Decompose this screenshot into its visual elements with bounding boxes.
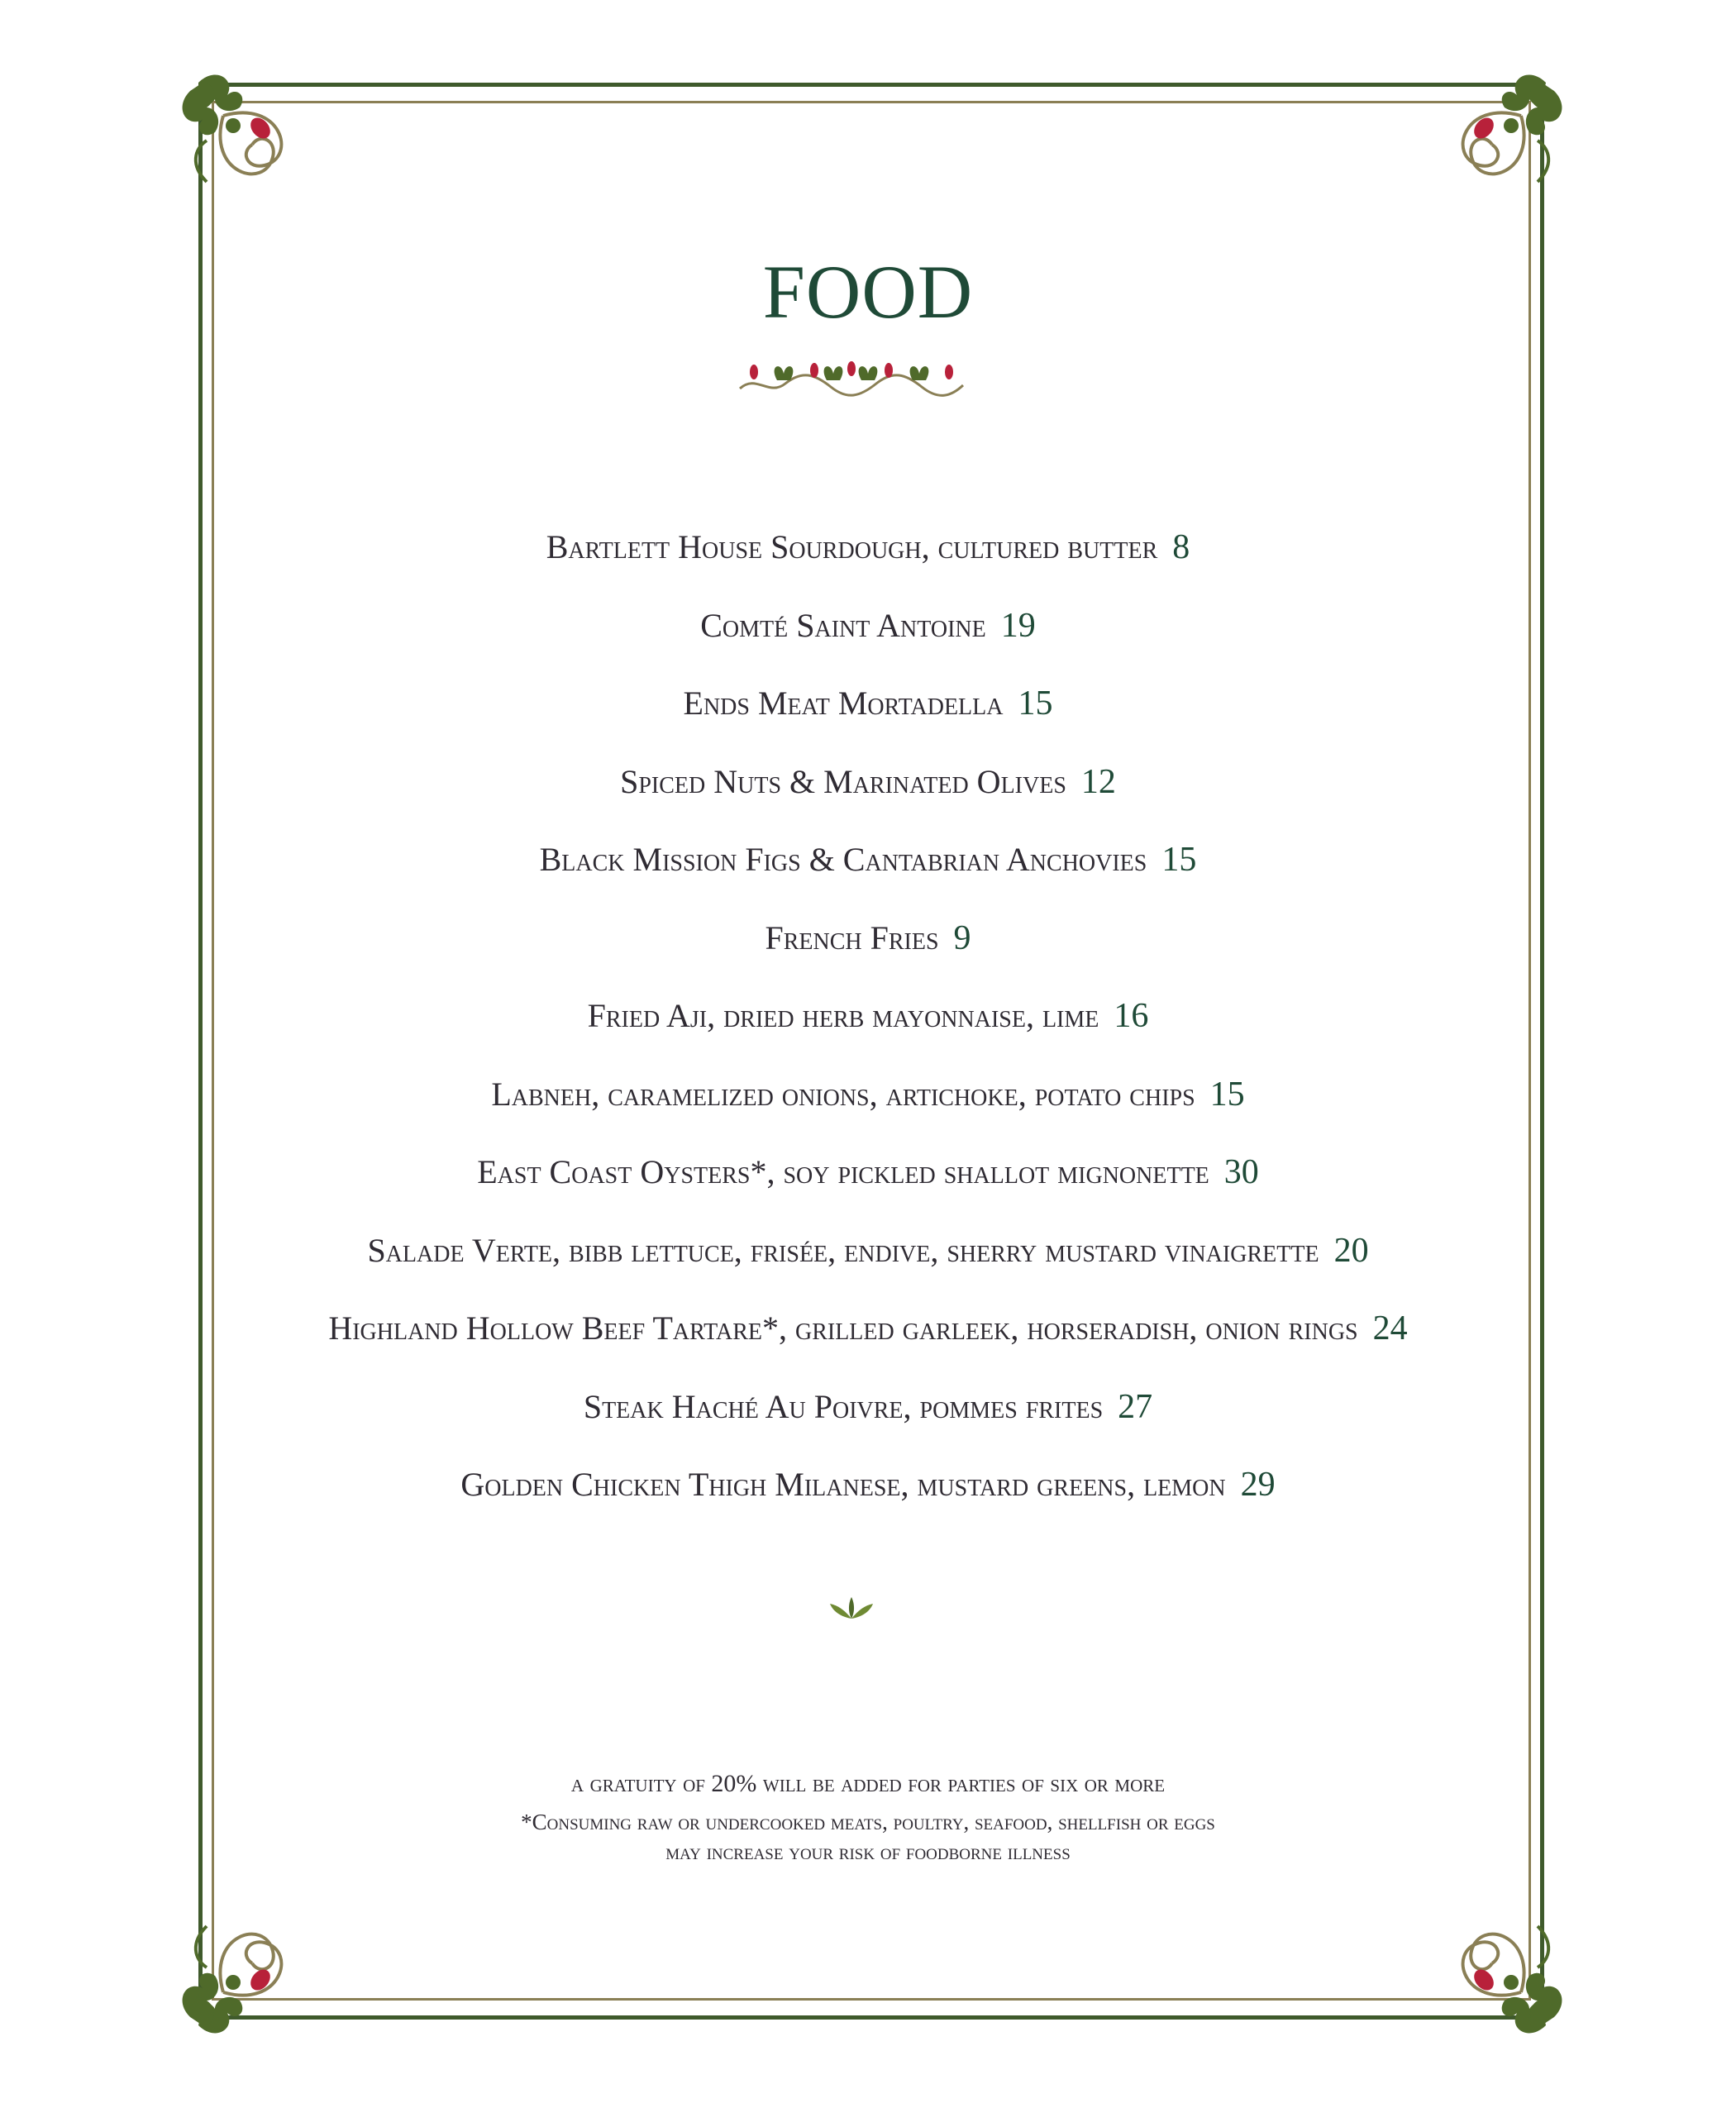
menu-item — [0, 521, 1736, 599]
raw-food-warning: *Consuming raw or undercooked meats, poultry, seafood, shellfish or eggs — [521, 1810, 1215, 1834]
item-description: , mustard greens, lemon — [900, 1466, 1226, 1503]
item-description: , dried herb mayonnaise, lime — [707, 997, 1099, 1034]
item-name: Salade Verte — [367, 1231, 553, 1269]
item-name: Golden Chicken Thigh Milanese — [460, 1466, 901, 1503]
item-name: Fried Aji — [587, 997, 708, 1034]
menu-item — [0, 1068, 1736, 1147]
item-price: 9 — [953, 918, 971, 957]
item-name: Black Mission Figs & Cantabrian Anchovies — [539, 841, 1147, 878]
item-price: 30 — [1223, 1153, 1259, 1191]
corner-flourish-icon — [157, 1860, 355, 2058]
item-price: 8 — [1172, 528, 1190, 566]
item-price: 15 — [1209, 1075, 1245, 1114]
menu-item — [0, 1381, 1736, 1459]
menu-item — [0, 677, 1736, 756]
item-price: 15 — [1161, 841, 1197, 879]
item-name: Comté Saint Antoine — [700, 606, 986, 644]
item-description: , grilled garleek, horseradish, onion rings — [778, 1309, 1358, 1347]
menu-item — [0, 990, 1736, 1068]
item-name: Ends Meat Mortadella — [683, 684, 1004, 722]
item-price: 15 — [1018, 684, 1053, 723]
item-name: Highland Hollow Beef Tartare* — [328, 1309, 779, 1347]
leaf-and-bud-border-icon — [736, 357, 967, 398]
item-name: French Fries — [765, 918, 939, 956]
item-description: , bibb lettuce, frisée, endive, sherry mustard vinaigrette — [552, 1231, 1319, 1269]
item-price: 29 — [1240, 1466, 1276, 1504]
item-name: Labneh — [491, 1075, 592, 1113]
menu-item — [0, 1146, 1736, 1224]
item-price: 19 — [1000, 606, 1036, 645]
item-description: , cultured butter — [921, 528, 1158, 565]
item-description: , pommes frites — [903, 1387, 1104, 1425]
raw-food-warning-continued: may increase your risk of foodborne illness — [665, 1839, 1071, 1864]
leaf-sprig-icon — [827, 1594, 876, 1624]
gratuity-note: a gratuity of 20% will be added for parties of six or more — [570, 1770, 1166, 1797]
item-description: , soy pickled shallot mignonette — [766, 1153, 1209, 1190]
item-price: 16 — [1114, 997, 1149, 1035]
food-menu-list — [0, 521, 1736, 1537]
menu-footnotes — [0, 1767, 1736, 1867]
item-description: , caramelized onions, artichoke, potato chips — [591, 1075, 1195, 1113]
item-price: 12 — [1080, 762, 1116, 801]
corner-flourish-icon — [157, 50, 355, 248]
item-name: Spiced Nuts & Marinated Olives — [620, 762, 1066, 800]
menu-item — [0, 912, 1736, 990]
item-price: 24 — [1372, 1309, 1408, 1347]
menu-item — [0, 1302, 1736, 1381]
menu-item — [0, 599, 1736, 678]
item-name: East Coast Oysters* — [477, 1153, 767, 1190]
item-name: Steak Haché Au Poivre — [583, 1387, 904, 1425]
item-price: 20 — [1333, 1231, 1369, 1270]
menu-item — [0, 833, 1736, 912]
item-price: 27 — [1118, 1387, 1153, 1426]
menu-item — [0, 1458, 1736, 1537]
corner-flourish-icon — [1389, 50, 1587, 248]
menu-item — [0, 756, 1736, 834]
item-name: Bartlett House Sourdough — [546, 528, 922, 565]
corner-flourish-icon — [1389, 1860, 1587, 2058]
menu-item — [0, 1224, 1736, 1303]
menu-title: FOOD — [762, 250, 974, 334]
